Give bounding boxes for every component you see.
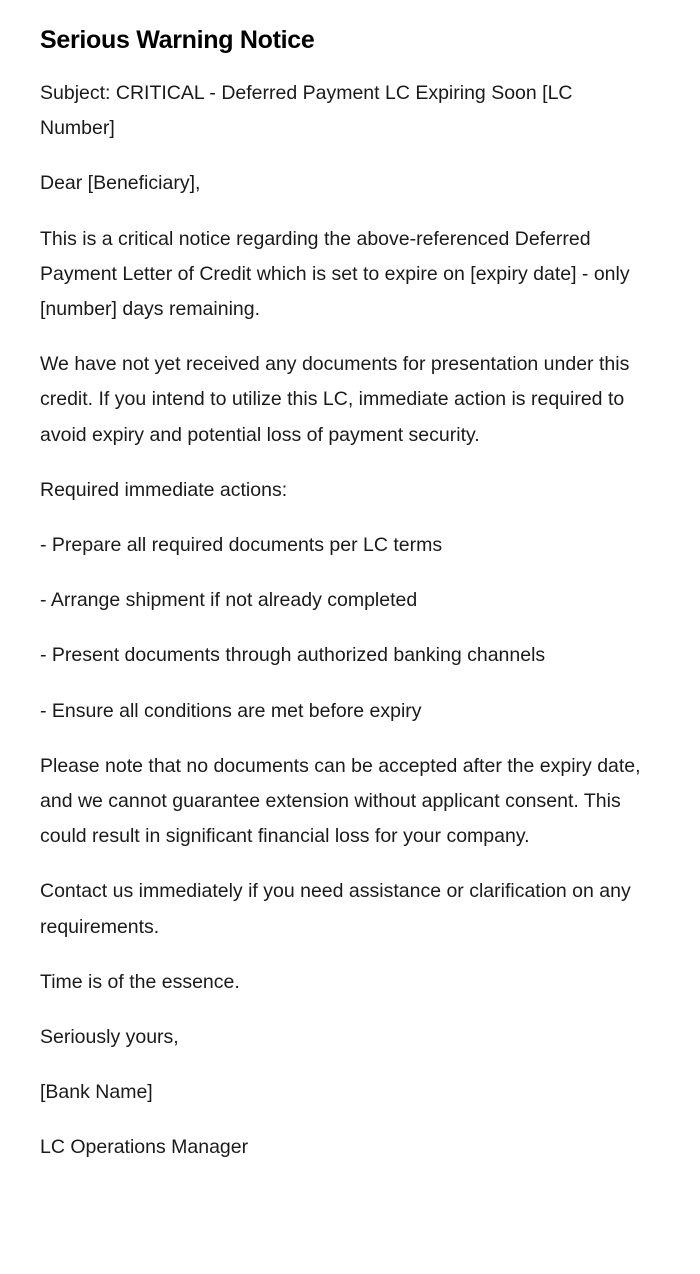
- signature-title: LC Operations Manager: [40, 1136, 249, 1159]
- action-item: - Prepare all required documents per LC terms: [40, 534, 443, 557]
- action-item: - Present documents through authorized banking channels: [40, 644, 546, 667]
- salutation: Dear [Beneficiary],: [40, 172, 201, 195]
- closing: Seriously yours,: [40, 1026, 179, 1049]
- body-paragraph-intro: This is a critical notice regarding the above-referenced Deferred Payment Letter of Credit which is set to expire on [expiry date] - only [number] days remaining.: [40, 227, 630, 321]
- action-item: - Ensure all conditions are met before expiry: [40, 699, 422, 722]
- body-paragraph-contact: Contact us immediately if you need assistance or clarification on any requirements.: [40, 880, 631, 938]
- body-paragraph-note: Please note that no documents can be accepted after the expiry date, and we cannot guarantee extension without applicant consent. This could result in significant financial loss for your company.: [40, 754, 641, 848]
- letter-document: [40, 22, 650, 1186]
- subject-line: Subject: CRITICAL - Deferred Payment LC Expiring Soon [LC Number]: [40, 82, 573, 140]
- body-paragraph-urgency: Time is of the essence.: [40, 970, 240, 993]
- body-paragraph-status: We have not yet received any documents for presentation under this credit. If you intend to utilize this LC, immediate action is required to avoid expiry and potential loss of payment security.: [40, 353, 630, 446]
- signature-bank-name: [Bank Name]: [40, 1081, 153, 1104]
- document-title: Serious Warning Notice: [40, 26, 315, 54]
- action-item: - Arrange shipment if not already completed: [40, 589, 418, 612]
- actions-heading: Required immediate actions:: [40, 478, 288, 501]
